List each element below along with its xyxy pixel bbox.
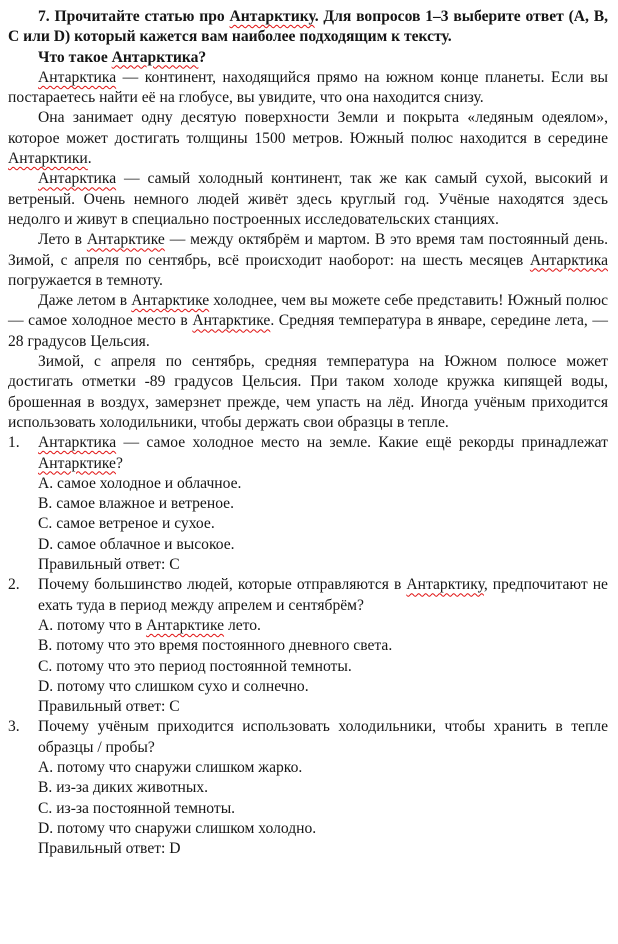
article-paragraph: Зимой, с апреля по сентябрь, средняя температура на Южном полюсе может достигать отметки -89 градусов Цельсия. При таком холоде кружка кипящей воды, брошенная в воздух, замерзнет прежде, чем упасть на лёд. Иногда учёным приходится использовать холодильники, чтобы держать свои образцы в тепле. [8,353,608,431]
question-option: В. самое влажное и ветреное. [38,495,235,513]
question-option: А. потому что в Антарктике лето. [38,616,261,634]
question-number: 3. [8,718,20,736]
question-option: D. самое облачное и высокое. [38,535,235,553]
spellcheck-underline: Антарктике [192,312,271,330]
spellcheck-underline: Антарктика [38,68,117,86]
spellcheck-underline: Антарктики [8,150,88,168]
spellcheck-underline: Антарктику [406,576,484,594]
spellcheck-underline: Антарктика [529,251,608,269]
spellcheck-underline: Антарктике [146,616,225,634]
spellcheck-underline: Антарктике [86,231,165,249]
article-paragraph: Даже летом в Антарктике холоднее, чем вы можете себе представить! Южный полюс — самое холодное место в Антарктике. Средняя температура в январе, середине лета, — 28 градусов Цельсия. [8,292,609,350]
question-option: А. самое холодное и облачное. [38,474,242,492]
question-body [38,717,608,859]
spellcheck-underline: Антарктика [38,434,117,452]
question-text: Антарктика — самое холодное место на земле. Какие ещё рекорды принадлежат Антарктике? [38,434,608,472]
article-paragraph: Антарктика — самый холодный континент, так же как самый сухой, высокий и ветреный. Очень немного людей живёт здесь круглый год. Учёные находятся здесь недолго и живут в специально построенных исследовательских станциях. [8,170,608,228]
article-title: Что такое Антарктика? [38,48,207,66]
question-option: D. потому что снаружи слишком холодно. [38,819,317,837]
answer-line: Правильный ответ: С [38,698,180,716]
question-option: А. потому что снаружи слишком жарко. [38,758,303,776]
question-option: В. из-за диких животных. [38,779,209,797]
task-header: 7. Прочитайте статью про Антарктику. Для вопросов 1–3 выберите ответ (А, В, С или D) который кажется вам наиболее подходящим к тексту. [8,8,609,46]
spellcheck-underline: Антарктика [111,48,199,66]
question-option: В. потому что это время постоянного дневного света. [38,637,393,655]
question-option: С. самое ветреное и сухое. [38,515,215,533]
question-option: С. из-за постоянной темноты. [38,799,236,817]
question-block [8,433,608,575]
article-paragraph: Она занимает одну десятую поверхности Земли и покрыта «ледяным одеялом», которое может достигать толщины 1500 метров. Южный полюс находится в середине Антарктики. [8,109,608,168]
question-option: D. потому что слишком сухо и солнечно. [38,677,309,695]
article-paragraph: Лето в Антарктике — между октябрём и мартом. В это время там постоянный день. Зимой, с апреля по сентябрь, всё происходит наоборот: на шесть месяцев Антарктика погружается в темноту. [8,231,608,289]
question-body [38,575,608,717]
question-text: Почему учёным приходится использовать холодильники, чтобы хранить в тепле образцы / пробы? [38,718,608,756]
answer-line: Правильный ответ: D [38,840,181,858]
question-text: Почему большинство людей, которые отправляются в Антарктику, предпочитают не ехать туда в период между апрелем и сентябрём? [38,576,608,614]
question-option: С. потому что это период постоянной темноты. [38,657,352,675]
article-paragraph: Антарктика — континент, находящийся прямо на южном конце планеты. Если вы постараетесь найти её на глобусе, вы увидите, что она находится снизу. [8,68,608,107]
answer-line: Правильный ответ: С [38,556,180,574]
spellcheck-underline: Антарктику [229,8,315,25]
question-number: 2. [8,576,20,594]
question-block [8,575,608,717]
question-block [8,717,608,859]
question-number: 1. [8,434,20,452]
spellcheck-underline: Антарктика [38,170,117,188]
question-body [38,433,608,575]
spellcheck-underline: Антарктике [131,292,210,310]
spellcheck-underline: Антарктике [38,454,116,472]
